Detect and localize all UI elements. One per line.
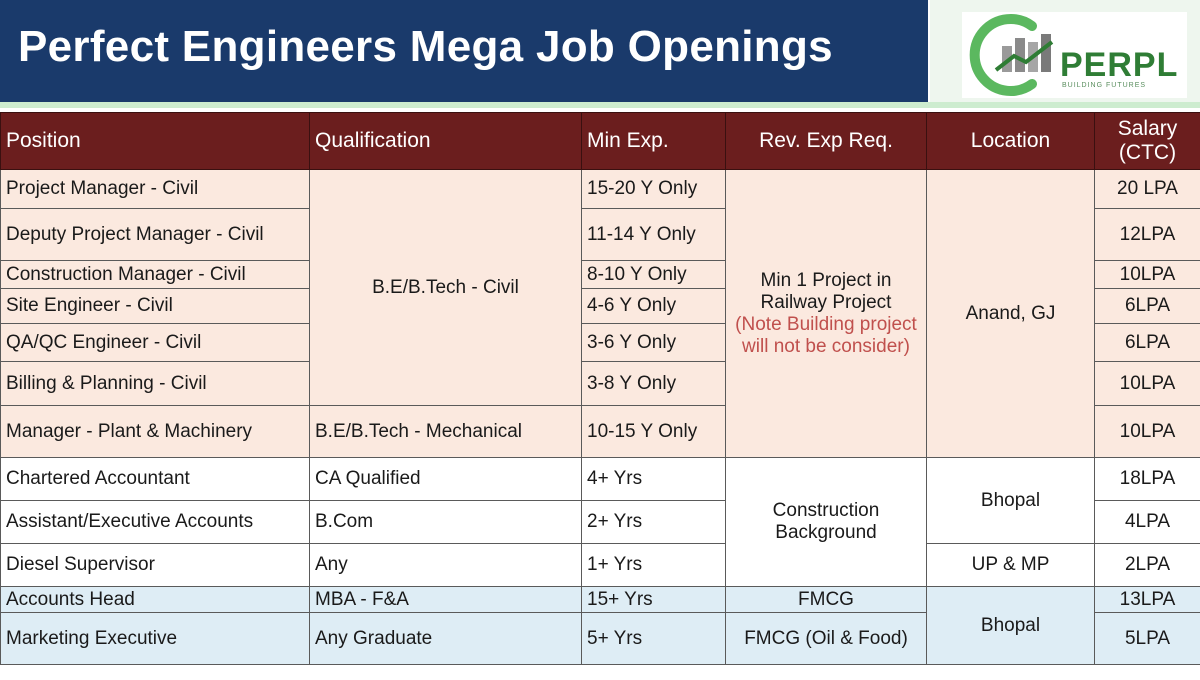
railway-note: (Note Building project will not be consider) bbox=[735, 313, 917, 357]
cell-min-exp: 8-10 Y Only bbox=[582, 261, 726, 289]
cell-position: Project Manager - Civil bbox=[1, 170, 310, 209]
cell-qualification: MBA - F&A bbox=[310, 587, 582, 613]
cell-min-exp: 5+ Yrs bbox=[582, 613, 726, 665]
table-header-row bbox=[1, 113, 1200, 170]
cell-position: Chartered Accountant bbox=[1, 458, 310, 501]
cell-salary: 5LPA bbox=[1095, 613, 1200, 665]
cell-min-exp: 11-14 Y Only bbox=[582, 209, 726, 261]
cell-min-exp: 4-6 Y Only bbox=[582, 289, 726, 324]
cell-location: UP & MP bbox=[927, 544, 1095, 587]
cell-salary: 10LPA bbox=[1095, 261, 1200, 289]
cell-rev-exp: FMCG (Oil & Food) bbox=[726, 613, 927, 665]
cell-salary: 6LPA bbox=[1095, 324, 1200, 362]
cell-location-anand: Anand, GJ bbox=[927, 170, 1095, 458]
cell-position: Site Engineer - Civil bbox=[1, 289, 310, 324]
column-header-location: Location bbox=[927, 113, 1095, 170]
cell-location-bhopal: Bhopal bbox=[927, 587, 1095, 665]
cell-min-exp: 10-15 Y Only bbox=[582, 406, 726, 458]
cell-min-exp: 1+ Yrs bbox=[582, 544, 726, 587]
cell-position: Marketing Executive bbox=[1, 613, 310, 665]
railway-line-1: Min 1 Project in bbox=[760, 269, 892, 291]
cell-position: Assistant/Executive Accounts bbox=[1, 501, 310, 544]
cell-min-exp: 3-8 Y Only bbox=[582, 362, 726, 406]
cell-salary: 6LPA bbox=[1095, 289, 1200, 324]
cell-qualification: Any Graduate bbox=[310, 613, 582, 665]
cell-min-exp: 3-6 Y Only bbox=[582, 324, 726, 362]
table-row bbox=[1, 170, 1200, 209]
page-title: Perfect Engineers Mega Job Openings bbox=[18, 22, 833, 71]
column-header-qualification: Qualification bbox=[310, 113, 582, 170]
cell-salary: 4LPA bbox=[1095, 501, 1200, 544]
cell-rev-exp: FMCG bbox=[726, 587, 927, 613]
cell-position: Deputy Project Manager - Civil bbox=[1, 209, 310, 261]
cell-rev-exp-construction: Construction Background bbox=[726, 458, 927, 587]
logo-text: PERPL bbox=[1060, 46, 1179, 84]
table-row bbox=[1, 544, 1200, 587]
cell-rev-exp-railway bbox=[726, 170, 927, 458]
cell-qualification: CA Qualified bbox=[310, 458, 582, 501]
job-openings-table bbox=[0, 112, 1200, 665]
title-banner bbox=[0, 0, 928, 102]
cell-qualification: B.E/B.Tech - Mechanical bbox=[310, 406, 582, 458]
cell-location-bhopal: Bhopal bbox=[927, 458, 1095, 544]
logo-tagline: BUILDING FUTURES bbox=[1062, 82, 1147, 89]
logo-emblem-icon bbox=[962, 12, 1072, 98]
cell-position: Construction Manager - Civil bbox=[1, 261, 310, 289]
cell-salary: 10LPA bbox=[1095, 362, 1200, 406]
column-header-rev-exp: Rev. Exp Req. bbox=[726, 113, 927, 170]
cell-min-exp: 2+ Yrs bbox=[582, 501, 726, 544]
company-logo bbox=[962, 12, 1187, 98]
table-row bbox=[1, 587, 1200, 613]
cell-position: Manager - Plant & Machinery bbox=[1, 406, 310, 458]
cell-position: Accounts Head bbox=[1, 587, 310, 613]
cell-salary: 12LPA bbox=[1095, 209, 1200, 261]
railway-line-2: Railway Project bbox=[760, 291, 892, 313]
column-header-salary: Salary (CTC) bbox=[1095, 113, 1200, 170]
cell-salary: 13LPA bbox=[1095, 587, 1200, 613]
header-bar bbox=[0, 0, 1200, 110]
column-header-position: Position bbox=[1, 113, 310, 170]
cell-salary: 10LPA bbox=[1095, 406, 1200, 458]
cell-position: Diesel Supervisor bbox=[1, 544, 310, 587]
cell-qualification: Any bbox=[310, 544, 582, 587]
table-row bbox=[1, 458, 1200, 501]
cell-qualification: B.Com bbox=[310, 501, 582, 544]
cell-salary: 20 LPA bbox=[1095, 170, 1200, 209]
header-divider bbox=[0, 102, 1200, 108]
cell-min-exp: 15+ Yrs bbox=[582, 587, 726, 613]
cell-min-exp: 15-20 Y Only bbox=[582, 170, 726, 209]
cell-qualification-civil: B.E/B.Tech - Civil bbox=[310, 170, 582, 406]
cell-salary: 2LPA bbox=[1095, 544, 1200, 587]
cell-position: QA/QC Engineer - Civil bbox=[1, 324, 310, 362]
cell-position: Billing & Planning - Civil bbox=[1, 362, 310, 406]
cell-min-exp: 4+ Yrs bbox=[582, 458, 726, 501]
cell-salary: 18LPA bbox=[1095, 458, 1200, 501]
column-header-min-exp: Min Exp. bbox=[582, 113, 726, 170]
